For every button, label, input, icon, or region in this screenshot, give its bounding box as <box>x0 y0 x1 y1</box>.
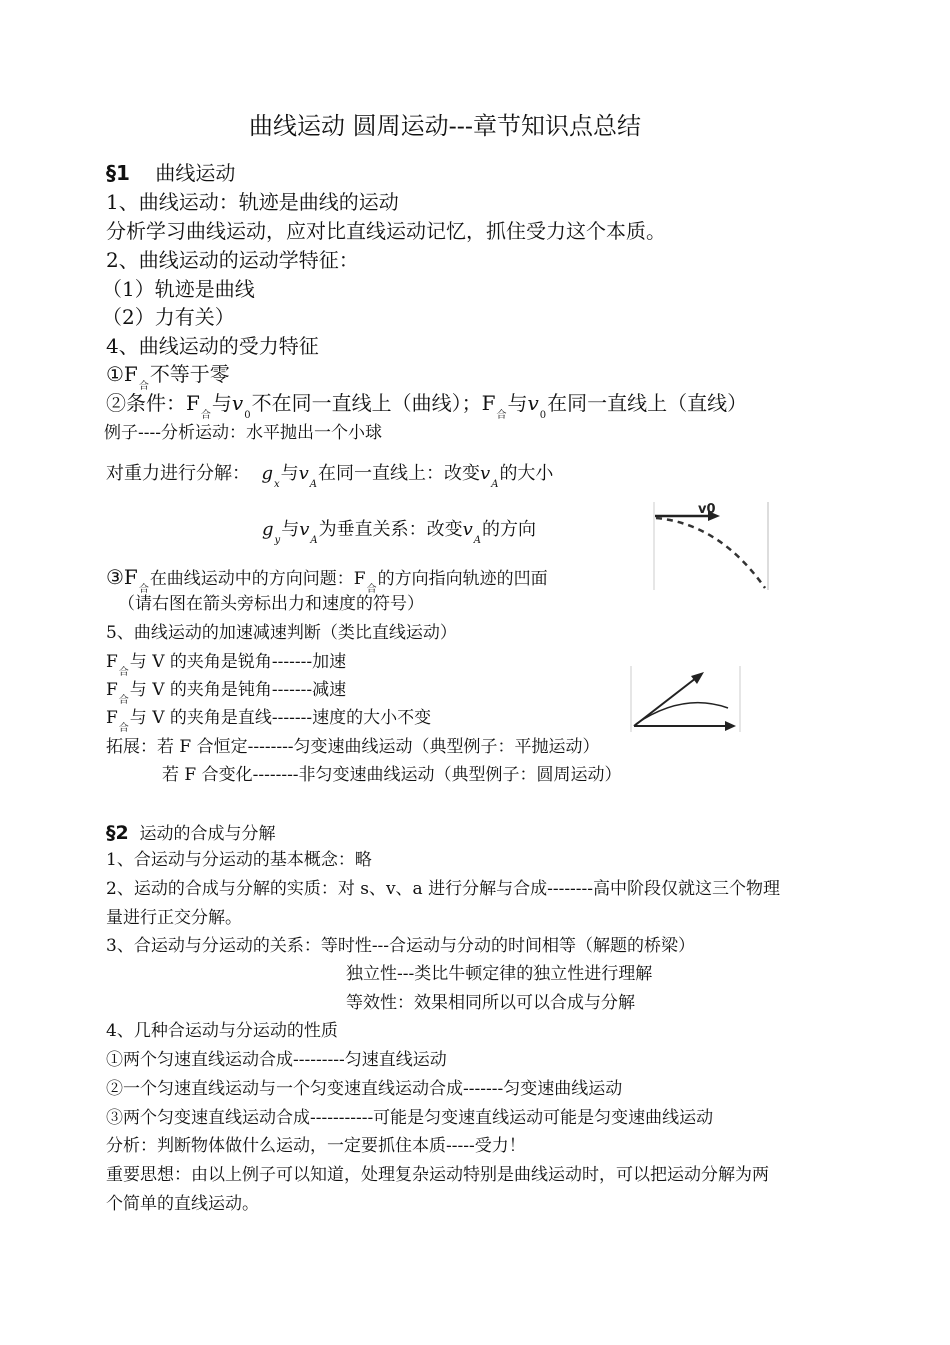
text-line: 个简单的直线运动。 <box>106 1194 259 1214</box>
text-line <box>106 682 346 706</box>
text-line <box>106 567 548 595</box>
section-mark: §2 <box>106 822 129 844</box>
section-title: 运动的合成与分解 <box>139 824 276 844</box>
gravity-symbol: g <box>261 463 273 484</box>
text-line: ③两个匀变速直线运动合成-----------可能是匀变速直线运动可能是匀变速曲线运动 <box>106 1108 714 1128</box>
text-span: 与 V 的夹角是直线-------速度的大小不变 <box>129 708 432 728</box>
subscript: 合 <box>138 584 149 595</box>
text-span: 与 V 的夹角是锐角-------加速 <box>129 652 347 672</box>
subscript: 0 <box>539 410 547 421</box>
text-span: 在曲线运动中的方向问题：F <box>149 569 366 589</box>
section-2-heading <box>106 824 276 843</box>
text-span: 为垂直关系：改变 <box>318 519 463 540</box>
trajectory-curve <box>656 518 765 588</box>
text-line: （2）力有关） <box>102 305 235 329</box>
text-span: 的大小 <box>499 463 554 484</box>
text-line: 分析学习曲线运动，应对比直线运动记忆，抓住受力这个本质。 <box>106 219 666 243</box>
text-line: 独立性---类比牛顿定律的独立性进行理解 <box>346 964 653 984</box>
subscript: y <box>274 535 281 546</box>
text-span: 在同一直线上（直线） <box>547 391 748 415</box>
text-line: ②一个匀速直线运动与一个匀变速直线运动合成-------匀变速曲线运动 <box>106 1079 623 1099</box>
text-line <box>262 521 536 546</box>
subscript: 合 <box>366 584 377 595</box>
text-line: 若 F 合变化--------非匀变速曲线运动（典型例子：圆周运动） <box>162 765 622 785</box>
force-velocity-figure <box>628 666 744 734</box>
text-span: F <box>106 708 118 728</box>
velocity-symbol: v <box>527 391 539 415</box>
text-span: 的方向指向轨迹的凹面 <box>377 569 548 589</box>
text-line <box>106 465 553 490</box>
text-span: 与 V 的夹角是钝角-------减速 <box>129 680 347 700</box>
text-line: 2、运动的合成与分解的实质：对 s、v、a 进行分解与合成--------高中阶段仅就这三个物理 <box>106 879 781 899</box>
text-line: 1、合运动与分运动的基本概念：略 <box>106 850 372 870</box>
text-span: 不等于零 <box>149 362 230 386</box>
subscript: 合 <box>496 410 507 421</box>
subscript: 合 <box>118 723 129 734</box>
text-span: 在同一直线上：改变 <box>318 463 481 484</box>
velocity-symbol: v <box>480 463 491 484</box>
projectile-trajectory-figure <box>650 502 772 592</box>
subscript: 合 <box>200 410 211 421</box>
text-span: 与 <box>211 391 232 415</box>
text-line: 例子----分析运动：水平抛出一个小球 <box>104 423 382 443</box>
text-line <box>106 364 230 392</box>
subscript: A <box>310 535 318 546</box>
text-line: （1）轨迹是曲线 <box>102 277 255 301</box>
text-span: 不在同一直线上（曲线）；F <box>251 391 496 415</box>
text-span: 与 <box>280 463 299 484</box>
text-line: ①两个匀速直线运动合成---------匀速直线运动 <box>106 1050 447 1070</box>
text-span: ③F <box>106 565 138 589</box>
text-span: F <box>106 652 118 672</box>
page-title: 曲线运动 圆周运动---章节知识点总结 <box>249 112 641 140</box>
arrow-head-icon <box>691 672 704 684</box>
velocity-symbol: v <box>299 519 310 540</box>
velocity-symbol: v <box>231 391 244 415</box>
subscript: 合 <box>118 695 129 706</box>
section-1-heading <box>106 163 235 183</box>
text-line: （请右图在箭头旁标出力和速度的符号） <box>118 594 424 614</box>
text-span: ①F <box>106 362 138 386</box>
subscript: A <box>491 479 499 490</box>
text-span: 的方向 <box>482 519 536 540</box>
text-line <box>106 393 747 421</box>
arrow-head-icon <box>725 721 736 731</box>
text-span: 与 <box>281 519 300 540</box>
text-line: 1、曲线运动：轨迹是曲线的运动 <box>106 190 399 214</box>
text-span: F <box>106 680 118 700</box>
subscript: 0 <box>244 410 251 421</box>
text-span: 与 <box>507 391 528 415</box>
text-line: 等效性：效果相同所以可以合成与分解 <box>346 993 635 1013</box>
text-line: 量进行正交分解。 <box>106 908 242 928</box>
text-line: 4、几种合运动与分运动的性质 <box>106 1021 338 1041</box>
subscript: 合 <box>118 667 129 678</box>
velocity-label: v0 <box>698 502 716 517</box>
text-line: 拓展：若 F 合恒定--------匀变速曲线运动（典型例子：平抛运动） <box>106 737 600 757</box>
subscript: x <box>273 479 280 490</box>
section-mark: §1 <box>106 161 130 185</box>
velocity-symbol: v <box>298 463 309 484</box>
text-line: 3、合运动与分运动的关系：等时性---合运动与分动的时间相等（解题的桥梁） <box>106 936 696 956</box>
text-span: 对重力进行分解： <box>106 463 250 484</box>
text-line: 2、曲线运动的运动学特征： <box>106 248 359 272</box>
text-line: 4、曲线运动的受力特征 <box>106 334 319 358</box>
gravity-symbol: g <box>262 519 274 540</box>
text-span: ②条件：F <box>106 391 200 415</box>
text-line <box>106 654 346 678</box>
section-title: 曲线运动 <box>155 161 236 185</box>
subscript: A <box>309 479 318 490</box>
subscript: 合 <box>138 381 149 392</box>
text-line <box>106 710 431 734</box>
text-line: 5、曲线运动的加速减速判断（类比直线运动） <box>106 623 457 643</box>
text-line: 分析：判断物体做什么运动，一定要抓住本质-----受力！ <box>106 1136 526 1156</box>
velocity-symbol: v <box>462 519 473 540</box>
subscript: A <box>473 535 481 546</box>
text-line: 重要思想：由以上例子可以知道，处理复杂运动特别是曲线运动时，可以把运动分解为两 <box>106 1165 769 1185</box>
